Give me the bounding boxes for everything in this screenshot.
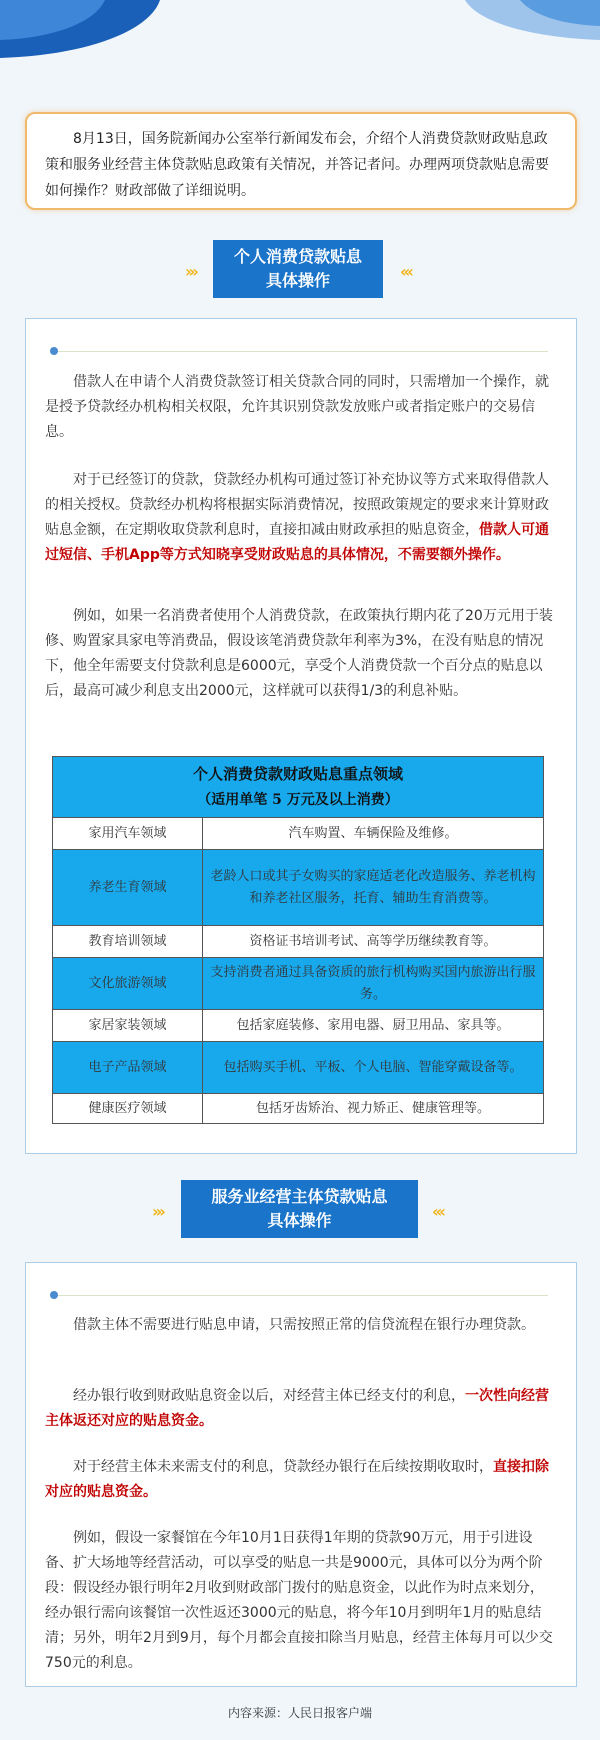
table-row [53,926,544,958]
section1-title-line1: 个人消费贷款贴息 [233,247,362,266]
divider [54,1295,548,1296]
chevron-left-icon: ‹‹‹ [432,1202,443,1221]
table-subtitle: （适用单笔 5 万元及以上消费） [197,792,399,808]
section1-paragraph-2 [45,468,557,568]
section1-paragraph-3: 例如，如果一名消费者使用个人消费贷款，在政策执行期内花了20万元用于装修、购置家具家电等消费品，假设该笔消费贷款年利率为3%，在没有贴息的情况下，他全年需要支付贷款利息是6000元，享受个人消费贷款一个百分点的贴息以后，最高可减少利息支出2000元，这样就可以获得1/3的利息补贴。 [45,608,553,699]
section2-paragraph-2 [45,1384,557,1434]
table-cell-field: 教育培训领域 [53,926,203,958]
table-header [53,757,544,818]
bullet-dot-icon [50,347,58,355]
section-title-business-loan [181,1180,418,1238]
bullet-dot-icon [50,1291,58,1299]
key-areas-table [52,756,544,1124]
divider [54,351,548,352]
section2-title-line1: 服务业经营主体贷款贴息 [211,1187,388,1206]
section2-title-line2: 具体操作 [267,1211,332,1230]
section1-p2-text: 对于已经签订的贷款，贷款经办机构可通过签订补充协议等方式来取得借款人的相关授权。贷款经办机构将根据实际消费情况，按照政策规定的要求来计算财政贴息金额，在定期收取贷款利息时，直接扣减由财政承担的贴息资金， [45,472,549,538]
chevron-right-icon: ››› [185,262,196,281]
table-cell-desc: 支持消费者通过具备资质的旅行机构购买国内旅游出行服务。 [203,958,544,1010]
section1-p2-highlight: 借款人可通过短信、手机App等方式知晓享受财政贴息的具体情况，不需要额外操作。 [45,522,549,563]
table-cell-desc: 资格证书培训考试、高等学历继续教育等。 [203,926,544,958]
table-row [53,818,544,850]
table-cell-field: 文化旅游领域 [53,958,203,1010]
table-cell-field: 家用汽车领域 [53,818,203,850]
section2-p3-text: 对于经营主体未来需支付的利息，贷款经办银行在后续按期收取时， [73,1459,493,1475]
section2-paragraph-4: 例如，假设一家餐馆在今年10月1日获得1年期的贷款90万元，用于引进设备、扩大场地等经营活动，可以享受的贴息一共是9000元，具体可以分为两个阶段：假设经办银行明年2月收到财政部门拨付的贴息资金，以此作为时点来划分，经办银行需向该餐馆一次性返还3000元的贴息，将今年10月到明年1月的贴息结清；另外，明年2月到9月，每个月都会直接扣除当月贴息，经营主体每月可以少交750元的利息。 [45,1530,553,1671]
table-cell-field: 养老生育领域 [53,850,203,926]
content-source: 内容来源：人民日报客户端 [227,1706,372,1720]
table-cell-desc: 包括牙齿矫治、视力矫正、健康管理等。 [203,1094,544,1124]
header-decoration [0,0,600,70]
section2-p2-text: 经办银行收到财政贴息资金以后，对经营主体已经支付的利息， [73,1388,465,1404]
section-title-personal-loan [213,240,383,298]
table-title: 个人消费贷款财政贴息重点领域 [192,765,403,783]
chevron-right-icon: ››› [152,1202,163,1221]
section2-p2-highlight: 一次性向经营主体返还对应的贴息资金。 [45,1388,549,1429]
table-row [53,1094,544,1124]
intro-text: 8月13日，国务院新闻办公室举行新闻发布会，介绍个人消费贷款财政贴息政策和服务业经营主体贷款贴息政策有关情况，并答记者问。办理两项贷款贴息需要如何操作？财政部做了详细说明。 [45,131,549,199]
table-cell-field: 电子产品领域 [53,1042,203,1094]
section2-paragraph-1: 借款主体不需要进行贴息申请，只需按照正常的信贷流程在银行办理贷款。 [73,1317,535,1333]
section2-p3-highlight: 直接扣除对应的贴息资金。 [45,1459,549,1500]
intro-box [25,112,577,210]
section2-paragraph-3 [45,1455,557,1505]
table-row [53,850,544,926]
chevron-left-icon: ‹‹‹ [400,262,411,281]
table-cell-desc: 包括家庭装修、家用电器、厨卫用品、家具等。 [203,1010,544,1042]
table-cell-desc: 汽车购置、车辆保险及维修。 [203,818,544,850]
table-cell-desc: 包括购买手机、平板、个人电脑、智能穿戴设备等。 [203,1042,544,1094]
table-cell-field: 健康医疗领域 [53,1094,203,1124]
section1-title-line2: 具体操作 [265,271,330,290]
table-row [53,958,544,1010]
table-row [53,1010,544,1042]
section1-paragraph-1: 借款人在申请个人消费贷款签订相关贷款合同的同时，只需增加一个操作，就是授予贷款经办机构相关权限，允许其识别贷款发放账户或者指定账户的交易信息。 [45,374,549,440]
table-cell-field: 家居家装领域 [53,1010,203,1042]
table-cell-desc: 老龄人口或其子女购买的家庭适老化改造服务、养老机构和养老社区服务，托育、辅助生育消费等。 [203,850,544,926]
table-row [53,1042,544,1094]
